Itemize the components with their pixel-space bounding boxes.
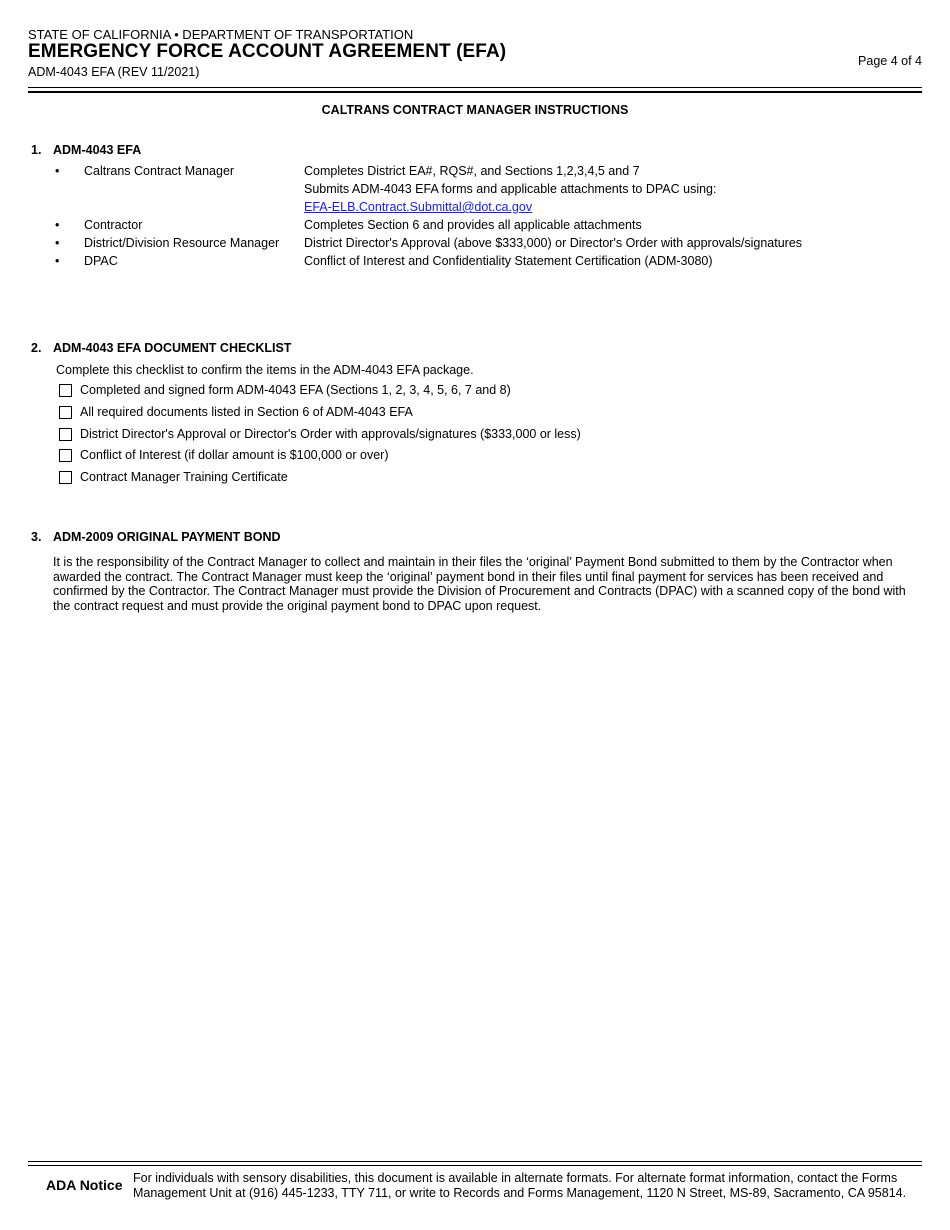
checklist-item: Contract Manager Training Certificate xyxy=(80,470,288,484)
checklist-checkbox[interactable] xyxy=(59,471,72,484)
ada-notice-label: ADA Notice xyxy=(46,1177,123,1193)
payment-bond-paragraph: It is the responsibility of the Contract Manager to collect and maintain in their files the ‘original’ Payment Bond submitted to them by the Contractor when awarded the contract. The Contract Manager must keep the ‘original’ payment bond in their files until final payment for services has been received and confirmed by the Contractor. The Contract Manager must provide the Division of Procurement and Contracts (DPAC) with a scanned copy of the bond with the contract request and must provide the original payment bond to DPAC upon request. xyxy=(53,555,906,613)
role-desc: Completes Section 6 and provides all applicable attachments xyxy=(304,218,642,232)
checklist-item: District Director's Approval or Director's Order with approvals/signatures ($333,000 or less) xyxy=(80,427,581,441)
role-label: District/Division Resource Manager xyxy=(84,236,280,250)
section2-title: ADM-4043 EFA DOCUMENT CHECKLIST xyxy=(53,341,292,355)
checklist-checkbox[interactable] xyxy=(59,384,72,397)
role-label: Caltrans Contract Manager xyxy=(84,164,235,178)
page-number: Page 4 of 4 xyxy=(858,54,922,68)
submittal-email-link[interactable]: EFA-ELB.Contract.Submittal@dot.ca.gov xyxy=(304,200,533,214)
checklist-checkbox[interactable] xyxy=(59,406,72,419)
footer-divider xyxy=(28,1165,922,1166)
checklist-item: All required documents listed in Section 6 of ADM-4043 EFA xyxy=(80,405,413,419)
instructions-heading: CALTRANS CONTRACT MANAGER INSTRUCTIONS xyxy=(321,103,629,117)
agency-line: STATE OF CALIFORNIA • DEPARTMENT OF TRANSPORTATION xyxy=(28,27,414,42)
bullet: • xyxy=(55,254,60,268)
checklist-item: Conflict of Interest (if dollar amount is $100,000 or over) xyxy=(80,448,389,462)
checklist-intro: Complete this checklist to confirm the items in the ADM-4043 EFA package. xyxy=(56,363,474,377)
role-desc: Completes District EA#, RQS#, and Sections 1,2,3,4,5 and 7 xyxy=(304,164,640,178)
section1-title: ADM-4043 EFA xyxy=(53,143,142,157)
role-desc: Conflict of Interest and Confidentiality Statement Certification (ADM-3080) xyxy=(304,254,713,268)
header-divider xyxy=(28,87,922,88)
form-title: EMERGENCY FORCE ACCOUNT AGREEMENT (EFA) xyxy=(28,41,507,62)
role-label: Contractor xyxy=(84,218,143,232)
section3-number: 3. xyxy=(31,530,42,544)
bullet: • xyxy=(55,236,60,250)
section2-number: 2. xyxy=(31,341,42,355)
section3-title: ADM-2009 ORIGINAL PAYMENT BOND xyxy=(53,530,281,544)
role-label: DPAC xyxy=(84,254,118,268)
bullet: • xyxy=(55,164,60,178)
checklist-checkbox[interactable] xyxy=(59,449,72,462)
section1-number: 1. xyxy=(31,143,42,157)
role-desc: District Director's Approval (above $333,000) or Director's Order with approvals/signatures xyxy=(304,236,803,250)
checklist-checkbox[interactable] xyxy=(59,428,72,441)
form-id: ADM-4043 EFA (REV 11/2021) xyxy=(28,65,200,79)
bullet: • xyxy=(55,218,60,232)
ada-notice-text: For individuals with sensory disabilities, this document is available in alternate formats. For alternate format information, contact the Forms Management Unit at (916) 445-1233, TTY 711, or write to Records and Forms Management, 1120 N Street, MS-89, Sacramento, CA 95814. xyxy=(133,1171,907,1200)
role-desc: Submits ADM-4043 EFA forms and applicable attachments to DPAC using: xyxy=(304,182,717,196)
footer-divider xyxy=(28,1161,922,1162)
checklist-item: Completed and signed form ADM-4043 EFA (Sections 1, 2, 3, 4, 5, 6, 7 and 8) xyxy=(80,383,511,397)
header-divider-thick xyxy=(28,91,922,93)
